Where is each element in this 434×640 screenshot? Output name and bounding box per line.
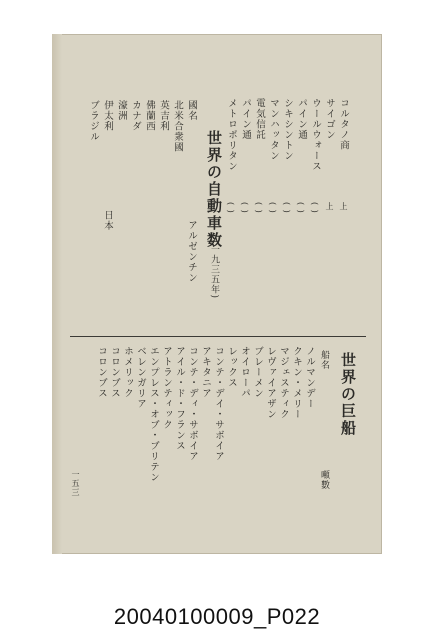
country-1: 北米合衆國 xyxy=(172,100,183,153)
giant-ship-13: エンプレス・オブ・ブリテン xyxy=(148,346,159,483)
tonnage-label: 噸數 xyxy=(319,470,329,490)
giant-ship-12: アトランティック xyxy=(161,346,172,430)
upper-note-2: 上 xyxy=(325,202,334,211)
giant-ship-15: ホメリック xyxy=(122,346,133,399)
upper-ship-7: 電気信託 xyxy=(254,98,265,140)
upper-ship-3: ウールウォース xyxy=(310,98,321,172)
country-7: アルゼンチン xyxy=(186,220,197,283)
giant-ship-9: アキタニア xyxy=(200,346,211,399)
giant-ships-heading: 世界の巨船 xyxy=(339,352,357,437)
ship-name-label: 船名 xyxy=(319,350,329,370)
giant-ship-6: オイローパ xyxy=(239,346,250,399)
giant-ship-11: アイル・ド・フランス xyxy=(174,346,185,451)
giant-ship-7: レックス xyxy=(226,346,237,388)
giant-ship-3: マジェスティク xyxy=(278,346,289,420)
upper-note-5: ( ) xyxy=(282,202,291,214)
upper-note-4: ( ) xyxy=(296,202,305,214)
upper-ship-8: パイン通 xyxy=(240,98,251,140)
country-header: 國名 xyxy=(186,100,197,121)
section-divider xyxy=(70,336,366,337)
upper-note-7: ( ) xyxy=(254,202,263,214)
upper-note-1: 上 xyxy=(339,202,348,211)
country-6: 伊太利 xyxy=(102,100,113,132)
giant-ship-2: クキン・メリー xyxy=(291,346,302,420)
upper-note-8: ( ) xyxy=(240,202,249,214)
upper-note-3: ( ) xyxy=(310,202,319,214)
country-3: 佛蘭西 xyxy=(144,100,155,132)
page-number: 一五三 xyxy=(71,470,80,497)
giant-ship-17: コロンブス xyxy=(96,346,107,399)
automobile-heading-sub: (一九三五年) xyxy=(209,240,219,300)
giant-ship-5: ブレーメン xyxy=(252,346,263,399)
automobile-heading: 世界の自動車数 xyxy=(205,130,223,249)
page-edge xyxy=(52,34,62,554)
giant-ship-10: コンテ・ディ・サボイア xyxy=(187,346,198,462)
giant-ship-8: コンテ・デイ・サボイア xyxy=(213,346,224,462)
giant-ship-4: レヴァイアザン xyxy=(265,346,276,420)
giant-ship-16: コロンブス xyxy=(109,346,120,399)
upper-ship-9: メトロポリタン xyxy=(226,98,237,172)
upper-note-9: ( ) xyxy=(226,202,235,214)
country-8: ブラジル xyxy=(88,100,99,142)
upper-ship-1: コルタノ商 xyxy=(338,98,349,151)
country-2: 英吉利 xyxy=(158,100,169,132)
country-5: 濠洲 xyxy=(116,100,127,121)
archive-caption: 20040100009_P022 xyxy=(113,604,321,629)
country-4: カナダ xyxy=(130,100,141,132)
upper-note-6: ( ) xyxy=(268,202,277,214)
country-9: 日本 xyxy=(102,210,113,231)
upper-ship-4: パイン通 xyxy=(296,98,307,140)
upper-ship-6: マンハッタン xyxy=(268,98,279,161)
giant-ship-14: ベレンガリア xyxy=(135,346,146,409)
upper-ship-5: シキシントン xyxy=(282,98,293,161)
upper-ship-2: サイゴン xyxy=(324,98,335,140)
giant-ship-1: ノルマンデー xyxy=(304,346,315,409)
